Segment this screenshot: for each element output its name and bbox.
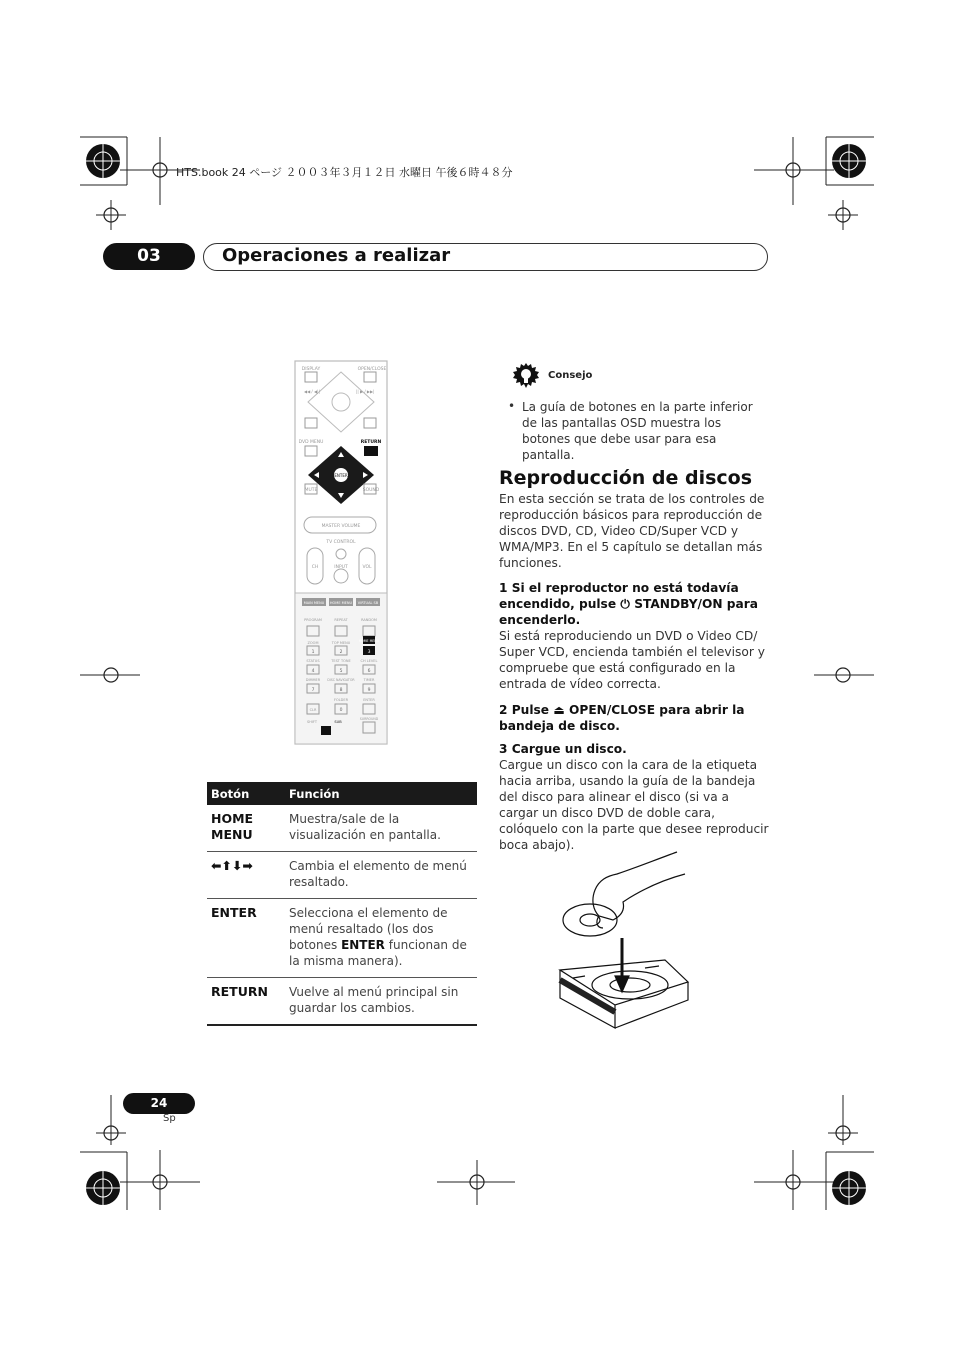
- print-header: HTS.book 24 ページ ２００３年３月１２日 水曜日 午後６時４８分: [176, 166, 513, 179]
- remote-num-8: 8: [339, 688, 343, 693]
- remote-label-sound: SOUND: [362, 488, 380, 493]
- remote-label-random: RANDOM: [361, 618, 377, 622]
- remote-label-folder: FOLDER: [333, 698, 349, 702]
- remote-label-testtone: TEST TONE: [331, 659, 351, 663]
- remote-label-virtualsb: VIRTUAL SB: [357, 601, 379, 605]
- remote-num-3: 3: [367, 650, 371, 655]
- table-cell-value-pre: Selecciona el elemento de menú resaltado (los dos botones: [289, 906, 448, 952]
- remote-label-enter: ENTER: [334, 473, 348, 478]
- remote-label-shift: SHIFT: [307, 720, 317, 724]
- remote-label-volume: MASTER VOLUME: [321, 524, 361, 529]
- remote-label-transport-right: || ▶ / ▶▶|: [356, 389, 375, 394]
- table-row: [207, 899, 477, 978]
- table-cell-value-post: funcionan de la misma manera).: [289, 938, 467, 968]
- remote-label-dvdmenu: DVD MENU: [298, 440, 324, 445]
- table-row: [207, 978, 477, 1026]
- step-1-heading: 1 Si el reproductor no está todavía encendido, pulse ⏻ STANDBY/ON para encenderlo.: [499, 581, 758, 627]
- remote-num-4: 4: [311, 669, 315, 674]
- remote-control-icon: [294, 360, 388, 745]
- remote-label-dimmer: DIMMER: [305, 678, 321, 682]
- remote-label-transport-left: ◀◀ / ◀||: [304, 389, 320, 394]
- table-header-button: Botón: [207, 782, 285, 805]
- remote-control-illustration: [294, 360, 388, 745]
- remote-num-9: 9: [367, 688, 371, 693]
- remote-label-ch: CH: [311, 565, 319, 570]
- tip-bullet: •: [508, 399, 516, 413]
- remote-label-openclose: OPEN/CLOSE: [357, 367, 387, 372]
- remote-label-sub: SUB: [334, 720, 342, 724]
- remote-label-chlevel: CH LEVEL: [360, 659, 378, 663]
- step-1-body: Si está reproduciendo un DVD o Video CD/ Super VCD, encienda también el televisor y compruebe que está configurado en la entrada de vídeo correcta.: [499, 629, 765, 691]
- table-cell-value: Cambia el elemento de menú resaltado.: [285, 852, 477, 899]
- table-cell-key: RETURN: [207, 978, 285, 1026]
- step-2-heading: 2 Pulse ⏏ OPEN/CLOSE para abrir la bandeja de disco.: [499, 703, 745, 733]
- remote-label-tvcontrol: TV CONTROL: [326, 540, 356, 545]
- table-cell-key: HOME MENU: [207, 805, 285, 852]
- step-3-heading: 3 Cargue un disco.: [499, 742, 627, 756]
- section-intro: En esta sección se trata de los controles de reproducción básicos para reproducción de discos DVD, CD, Video CD/Super VCD y WMA/MP3. En el 5 capítulo se detallan más funciones.: [499, 492, 765, 570]
- remote-label-homemenu: HOME MENU: [358, 639, 380, 643]
- tip-title: Consejo: [548, 370, 593, 381]
- page-number-badge: 24: [123, 1093, 195, 1114]
- remote-label-mainmenu: MAIN MENU: [303, 601, 325, 605]
- table-header-function: Función: [285, 782, 477, 805]
- table-cell-value: Vuelve al menú principal sin guardar los cambios.: [285, 978, 477, 1026]
- remote-label-display: DISPLAY: [301, 367, 321, 372]
- table-cell-value: [285, 899, 477, 978]
- lightbulb-icon: [512, 362, 540, 390]
- page-language: Sp: [163, 1113, 176, 1124]
- remote-label-enter-small: ENTER: [363, 698, 375, 702]
- disc-loading-illustration: [555, 850, 690, 1040]
- table-cell-value: Muestra/sale de la visualización en pantalla.: [285, 805, 477, 852]
- remote-label-program: PROGRAM: [304, 618, 322, 622]
- remote-num-6: 6: [367, 669, 371, 674]
- remote-num-0: 0: [339, 708, 343, 713]
- remote-label-repeat: REPEAT: [334, 618, 348, 622]
- remote-label-surround: SURROUND: [359, 717, 379, 721]
- remote-label-mute: MUTE: [304, 488, 318, 493]
- remote-label-return: RETURN: [360, 440, 382, 445]
- table-cell-key: ENTER: [207, 899, 285, 978]
- remote-label-homemenu-top: HOME MENU: [329, 601, 353, 605]
- remote-num-5: 5: [339, 669, 343, 674]
- step-3-body: Cargue un disco con la cara de la etiqueta hacia arriba, usando la guía de la bandeja del disco para alinear el disco (si va a cargar un disco DVD de doble cara, colóquelo con la parte que desee reproducir boca abajo).: [499, 758, 769, 852]
- table-cell-key-arrows: ⬅⬆⬇➡: [207, 852, 285, 899]
- table-row: [207, 852, 477, 899]
- table-cell-value-bold: ENTER: [341, 938, 385, 952]
- remote-label-input: INPUT: [334, 565, 348, 570]
- remote-label-status: STATUS: [306, 659, 320, 663]
- section-title: Reproducción de discos: [499, 467, 753, 489]
- remote-label-topmenu: TOP MENU: [331, 641, 351, 645]
- button-function-table: [207, 782, 477, 1026]
- chapter-title: Operaciones a realizar: [222, 245, 451, 266]
- remote-label-clr: CLR: [309, 708, 317, 712]
- tip-text: La guía de botones en la parte inferior de las pantallas OSD muestra los botones que debe usar para esa pantalla.: [522, 400, 753, 462]
- remote-label-timer: TIMER: [363, 678, 375, 682]
- table-header-row: [207, 782, 477, 805]
- remote-label-vol: VOL: [362, 565, 372, 570]
- remote-num-7: 7: [311, 688, 315, 693]
- chapter-number-badge: 03: [103, 243, 195, 270]
- remote-label-zoom: ZOOM: [307, 641, 319, 645]
- remote-label-discnav: DISC NAVIGATOR: [327, 678, 355, 682]
- table-row: [207, 805, 477, 852]
- remote-num-1: 1: [311, 650, 315, 655]
- remote-num-2: 2: [339, 650, 343, 655]
